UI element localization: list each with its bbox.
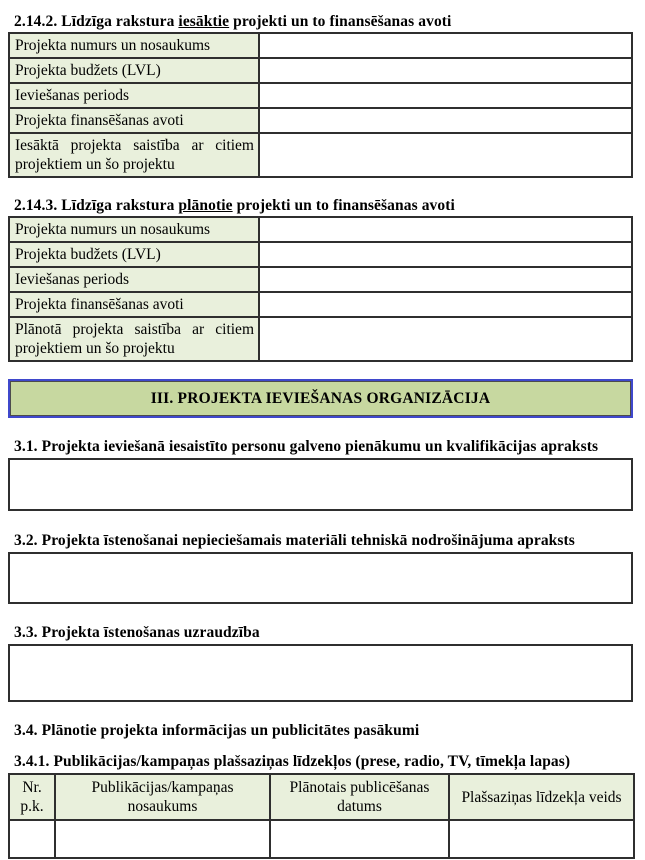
publication-nr-cell[interactable]	[9, 820, 55, 858]
section-3-4-1-heading: 3.4.1. Publikācijas/kampaņas plašsaziņas līdzekļos (prese, radio, TV, tīmekļa lapas)	[14, 753, 571, 770]
row-label: Projekta budžets (LVL)	[9, 58, 259, 83]
table-row	[9, 267, 632, 292]
spacer	[8, 740, 633, 752]
section-3-1-textbox[interactable]	[8, 458, 633, 511]
table-row	[9, 217, 632, 242]
publications-table	[8, 773, 635, 859]
row-label: Ieviešanas periods	[9, 83, 259, 108]
section-3-4-heading: 3.4. Plānotie projekta informācijas un publicitātes pasākumi	[14, 722, 420, 739]
column-header-date: Plānotais publicēšanas datums	[270, 774, 449, 820]
table-row	[9, 133, 632, 177]
started-projects-table	[8, 32, 633, 178]
column-header-name: Publikācijas/kampaņas nosaukums	[55, 774, 270, 820]
spacer	[8, 418, 633, 437]
publication-name-cell[interactable]	[55, 820, 270, 858]
implementation-period-field[interactable]	[259, 267, 632, 292]
part-iii-title: III. PROJEKTA IEVIEŠANAS ORGANIZĀCIJA	[150, 389, 491, 407]
row-label: Projekta numurs un nosaukums	[9, 217, 259, 242]
implementation-period-field[interactable]	[259, 83, 632, 108]
spacer	[8, 604, 633, 623]
row-label: Projekta finansēšanas avoti	[9, 292, 259, 317]
table-row	[9, 242, 632, 267]
spacer	[8, 702, 633, 721]
table-row	[9, 317, 632, 361]
table-row	[9, 33, 632, 58]
publications-header-row	[9, 774, 634, 820]
section-3-3-textbox[interactable]	[8, 644, 633, 702]
row-label: Projekta numurs un nosaukums	[9, 33, 259, 58]
table-row	[9, 58, 632, 83]
project-relation-field[interactable]	[259, 133, 632, 177]
column-header-nr: Nr. p.k.	[9, 774, 55, 820]
spacer	[8, 178, 633, 196]
heading-text: projekti un to finansēšanas avoti	[229, 13, 452, 30]
project-number-field[interactable]	[259, 33, 632, 58]
heading-underlined-word: plānotie	[178, 197, 233, 214]
part-iii-banner	[8, 379, 633, 418]
table-row	[9, 108, 632, 133]
row-label: Plānotā projekta saistība ar citiem projektiem un šo projektu	[9, 317, 259, 361]
table-row	[9, 820, 634, 858]
publication-date-cell[interactable]	[270, 820, 449, 858]
planned-projects-table	[8, 216, 633, 362]
section-2-14-2-heading	[14, 12, 633, 31]
publication-type-cell[interactable]	[449, 820, 634, 858]
row-label: Projekta budžets (LVL)	[9, 242, 259, 267]
section-3-3-heading: 3.3. Projekta īstenošanas uzraudzība	[14, 624, 260, 641]
section-2-14-3-heading	[14, 196, 633, 215]
heading-text: 2.14.3. Līdzīga rakstura	[14, 197, 179, 214]
financing-sources-field[interactable]	[259, 108, 632, 133]
financing-sources-field[interactable]	[259, 292, 632, 317]
project-relation-field[interactable]	[259, 317, 632, 361]
section-3-2-textbox[interactable]	[8, 552, 633, 604]
project-budget-field[interactable]	[259, 242, 632, 267]
row-label: Iesāktā projekta saistība ar citiem projektiem un šo projektu	[9, 133, 259, 177]
table-row	[9, 292, 632, 317]
spacer	[8, 511, 633, 531]
heading-text: projekti un to finansēšanas avoti	[232, 197, 455, 214]
section-3-2-heading: 3.2. Projekta īstenošanai nepieciešamais materiāli tehniskā nodrošinājuma apraksts	[14, 532, 575, 549]
project-number-field[interactable]	[259, 217, 632, 242]
table-row	[9, 83, 632, 108]
row-label: Ieviešanas periods	[9, 267, 259, 292]
heading-underlined-word: iesāktie	[178, 13, 230, 30]
column-header-type: Plašsaziņas līdzekļa veids	[449, 774, 634, 820]
row-label: Projekta finansēšanas avoti	[9, 108, 259, 133]
project-budget-field[interactable]	[259, 58, 632, 83]
section-3-1-heading: 3.1. Projekta ieviešanā iesaistīto personu galveno pienākumu un kvalifikācijas apraksts	[14, 438, 599, 455]
heading-text: 2.14.2. Līdzīga rakstura	[14, 13, 179, 30]
